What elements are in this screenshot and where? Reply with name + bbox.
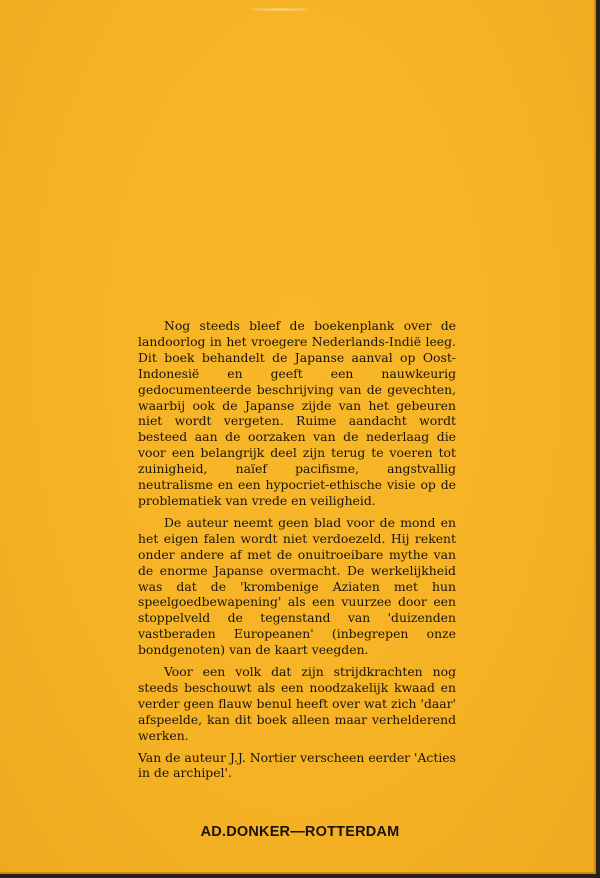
author-note: Van de auteur J.J. Nortier verscheen eerder 'Acties in de archipel'. — [138, 749, 456, 781]
blurb-paragraph-3: Voor een volk dat zijn strijdkrachten nog steeds beschouwt als een noodzakelijk kwaad en verder geen flauw benul heeft over wat zich 'daar' afspeelde, kan dit boek alleen maar verhelderend werken. — [138, 664, 456, 743]
publisher-imprint: AD.DONKER—ROTTERDAM — [200, 824, 400, 840]
blurb-paragraph-1: Nog steeds bleef de boekenplank over de landoorlog in het vroegere Nederlands-Indië leeg. Dit boek behandelt de Japanse aanval op Oost-Indonesië en geeft een nauwkeurig gedocumenteerde beschrijving van de gevechten, waarbij ook de Japanse zijde van het gebeuren niet wordt vergeten. Ruime aandacht wordt besteed aan de oorzaken van de nederlaag die voor een belangrijk deel zijn terug te voeren tot zuinigheid, naïef pacifisme, angstvallig neutralisme en een hypocriet-ethische visie op de problematiek van vrede en veiligheid. — [138, 318, 456, 508]
cover-wear-mark — [250, 8, 310, 11]
blurb-text — [138, 318, 456, 787]
blurb-paragraph-2: De auteur neemt geen blad voor de mond en het eigen falen wordt niet verdoezeld. Hij rekent onder andere af met de onuitroeibare mythe van de enorme Japanse overmacht. De werkelijkheid was dat de 'krombenige Aziaten met hun speelgoedbewapening' als een vuurzee door een stoppelveld de tegenstand van 'duizenden vastberaden Europeanen' (inbegrepen onze bondgenoten) van de kaart veegden. — [138, 514, 456, 658]
